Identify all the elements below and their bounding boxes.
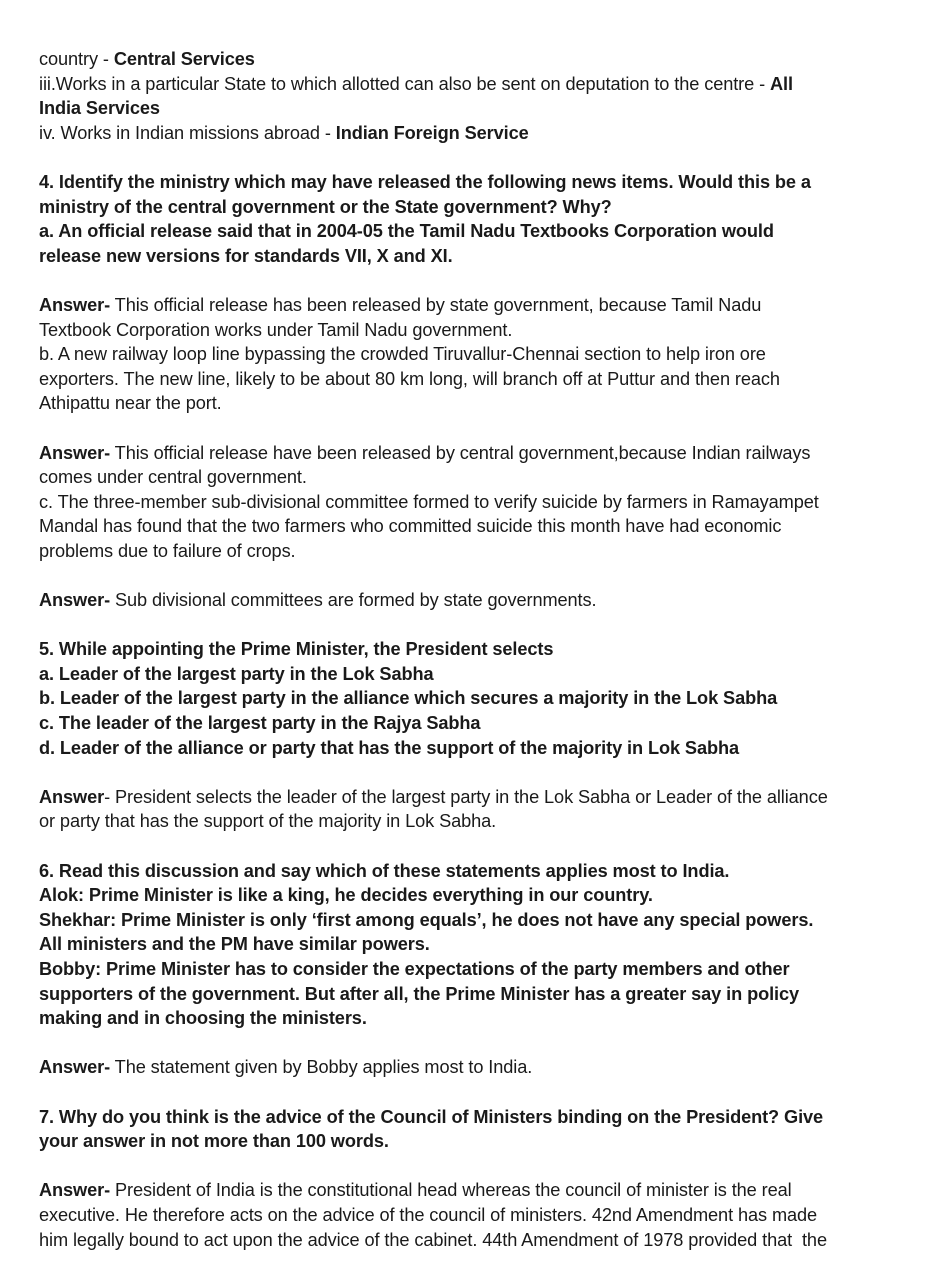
answer-line: Answer- President selects the leader of the largest party in the Lok Sabha or Leader of the alliance — [39, 786, 828, 807]
question-5-option: a. Leader of the largest party in the Lok Sabha — [39, 663, 434, 684]
bold-answer: All — [770, 73, 793, 94]
answer-label: Answer- — [39, 442, 111, 463]
answer-line: Answer- President of India is the constitutional head whereas the council of minister is the real — [39, 1180, 792, 1201]
bold-answer: India Services — [39, 98, 160, 119]
question-5-option: d. Leader of the alliance or party that has the support of the majority in Lok Sabha — [39, 737, 740, 758]
bold-answer: Indian Foreign Service — [335, 122, 529, 143]
question-5-line: 5. While appointing the Prime Minister, the President selects — [39, 639, 554, 660]
question-6-line: All ministers and the PM have similar powers. — [39, 934, 430, 955]
text-line: iv. Works in Indian missions abroad - Indian Foreign Service — [39, 122, 529, 143]
answer-label: Answer — [39, 786, 105, 807]
answer-label: Answer- — [39, 294, 111, 315]
item-line: problems due to failure of crops. — [39, 540, 296, 561]
text-line: iii.Works in a particular State to which allotted can also be sent on deputation to the centre - All — [39, 73, 793, 94]
answer-line: or party that has the support of the majority in Lok Sabha. — [39, 811, 497, 832]
item-line: c. The three-member sub-divisional committee formed to verify suicide by farmers in Ramayampet — [39, 491, 819, 512]
question-5-option: b. Leader of the largest party in the alliance which secures a majority in the Lok Sabha — [39, 688, 778, 709]
question-5-option: c. The leader of the largest party in the Rajya Sabha — [39, 713, 481, 734]
bold-answer: Central Services — [113, 49, 255, 69]
question-6-line: 6. Read this discussion and say which of these statements applies most to India. — [39, 860, 730, 881]
text-line: country - Central Services — [39, 49, 255, 69]
question-6-line: making and in choosing the ministers. — [39, 1008, 367, 1029]
question-6-line: Alok: Prime Minister is like a king, he decides everything in our country. — [39, 885, 653, 906]
question-4-line: ministry of the central government or the State government? Why? — [39, 196, 612, 217]
answer-line: Answer- This official release has been released by state government, because Tamil Nadu — [39, 294, 762, 315]
item-line: Mandal has found that the two farmers who committed suicide this month have had economic — [39, 516, 782, 537]
question-7-line: your answer in not more than 100 words. — [39, 1131, 389, 1152]
answer-label: Answer- — [39, 1057, 111, 1078]
answer-line: comes under central government. — [39, 467, 307, 488]
answer-line: Textbook Corporation works under Tamil Nadu government. — [39, 319, 513, 340]
answer-label: Answer- — [39, 590, 111, 611]
answer-line: Answer- The statement given by Bobby applies most to India. — [39, 1057, 533, 1078]
answer-label: Answer- — [39, 1180, 111, 1201]
question-4-line: release new versions for standards VII, X and XI. — [39, 245, 453, 266]
document-page — [39, 47, 919, 1252]
answer-line: Answer- This official release have been released by central government,because Indian railways — [39, 442, 811, 463]
answer-line: executive. He therefore acts on the advice of the council of ministers. 42nd Amendment has made — [39, 1204, 818, 1225]
question-4-line: 4. Identify the ministry which may have released the following news items. Would this be a — [39, 171, 811, 192]
question-6-line: Bobby: Prime Minister has to consider the expectations of the party members and other — [39, 958, 790, 979]
item-line: Athipattu near the port. — [39, 393, 222, 414]
item-line: exporters. The new line, likely to be about 80 km long, will branch off at Puttur and then reach — [39, 368, 780, 389]
question-7-line: 7. Why do you think is the advice of the Council of Ministers binding on the President? Give — [39, 1106, 824, 1127]
item-line: b. A new railway loop line bypassing the crowded Tiruvallur-Chennai section to help iron ore — [39, 344, 766, 365]
question-6-line: Shekhar: Prime Minister is only ‘first among equals’, he does not have any special powers. — [39, 909, 814, 930]
question-6-line: supporters of the government. But after all, the Prime Minister has a greater say in policy — [39, 983, 800, 1004]
answer-line: Answer- Sub divisional committees are formed by state governments. — [39, 590, 597, 611]
answer-line: him legally bound to act upon the advice of the cabinet. 44th Amendment of 1978 provided that the — [39, 1229, 827, 1250]
question-4-line: a. An official release said that in 2004-05 the Tamil Nadu Textbooks Corporation would — [39, 221, 774, 242]
